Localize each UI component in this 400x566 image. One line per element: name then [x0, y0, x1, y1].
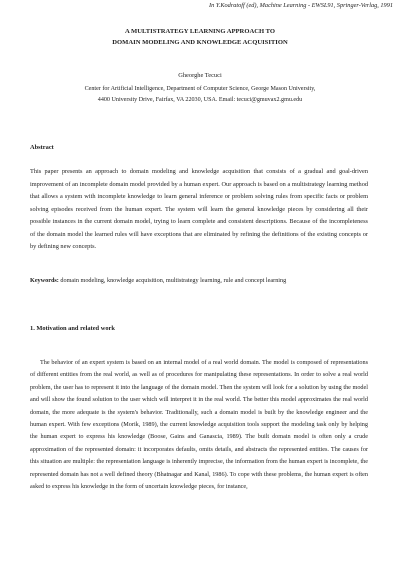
title-line-2: DOMAIN MODELING AND KNOWLEDGE ACQUISITION	[112, 39, 288, 46]
paper-title	[0, 26, 400, 48]
keywords	[30, 277, 370, 284]
citation-header: In Y.Kodratoff (ed), Machine Learning - EWSL91, Springer-Verlag, 1991	[209, 2, 393, 9]
affiliation-line-1: Center for Artificial Intelligence, Department of Computer Science, George Mason University,	[84, 86, 316, 92]
keywords-text: domain modeling, knowledge acquisition, multistrategy learning, rule and concept learning	[60, 277, 287, 284]
abstract-body: This paper presents an approach to domain modeling and knowledge acquisition that consists of a gradual and goal-driven improvement of an incomplete domain model provided by a human expert. Our approach is based on a multistrategy learning method that allows a system with incomplete knowledge to learn general inference or problem solving rules from specific facts or problem solving episodes received from the human expert. The system will learn the general knowledge pieces by considering all their possible instances in the current domain model, trying to learn complete and consistent descriptions. Because of the incompleteness of the domain model the learned rules will have exceptions that are eliminated by refining the definitions of the existing concepts or by defining new concepts.	[30, 168, 368, 250]
affiliation-line-2: 4400 University Drive, Fairfax, VA 22030, USA. Email: tecuci@gmuvax2.gmu.edu	[97, 97, 303, 103]
author-name: Gheorghe Tecuci	[178, 72, 222, 79]
section-heading: 1. Motivation and related work	[30, 325, 115, 332]
keywords-label: Keywords:	[30, 277, 59, 284]
title-line-1: A MULTISTRATEGY LEARNING APPROACH TO	[124, 28, 276, 35]
section-body: The behavior of an expert system is based on an internal model of a real world domain. The model is composed of representations of different entities from the real world, as well as of procedures for manipulating these representations. In order to solve a real world problem, the user has to represent it into the language of the domain model. Then the system will look for a solution by using the model and will show the found solution to the user which will interpret it in the real world. The better this model approximates the real world domain, the more adequate is the system's behavior. Traditionally, such a domain model is built by the knowledge engineer and the human expert. With few exceptions (Morik, 1989), the current knowledge acquisition tools support the modeling task only by helping the human expert to express his knowledge (Boose, Gains and Ganascia, 1989). The built domain model is often only a crude approximation of the represented domain: it incorporates defaults, omits details, and abstracts the represented entities. The causes for this situation are multiple: the representation language is inherently imprecise, the information from the human expert is incomplete, the represented domain has not a well defined theory (Bhatnagar and Kanal, 1986). To cope with these problems, the human expert is often asked to express his knowledge in the form of uncertain knowledge pieces, for instance,	[30, 359, 368, 491]
abstract-heading: Abstract	[30, 144, 54, 151]
affiliation	[0, 84, 400, 106]
